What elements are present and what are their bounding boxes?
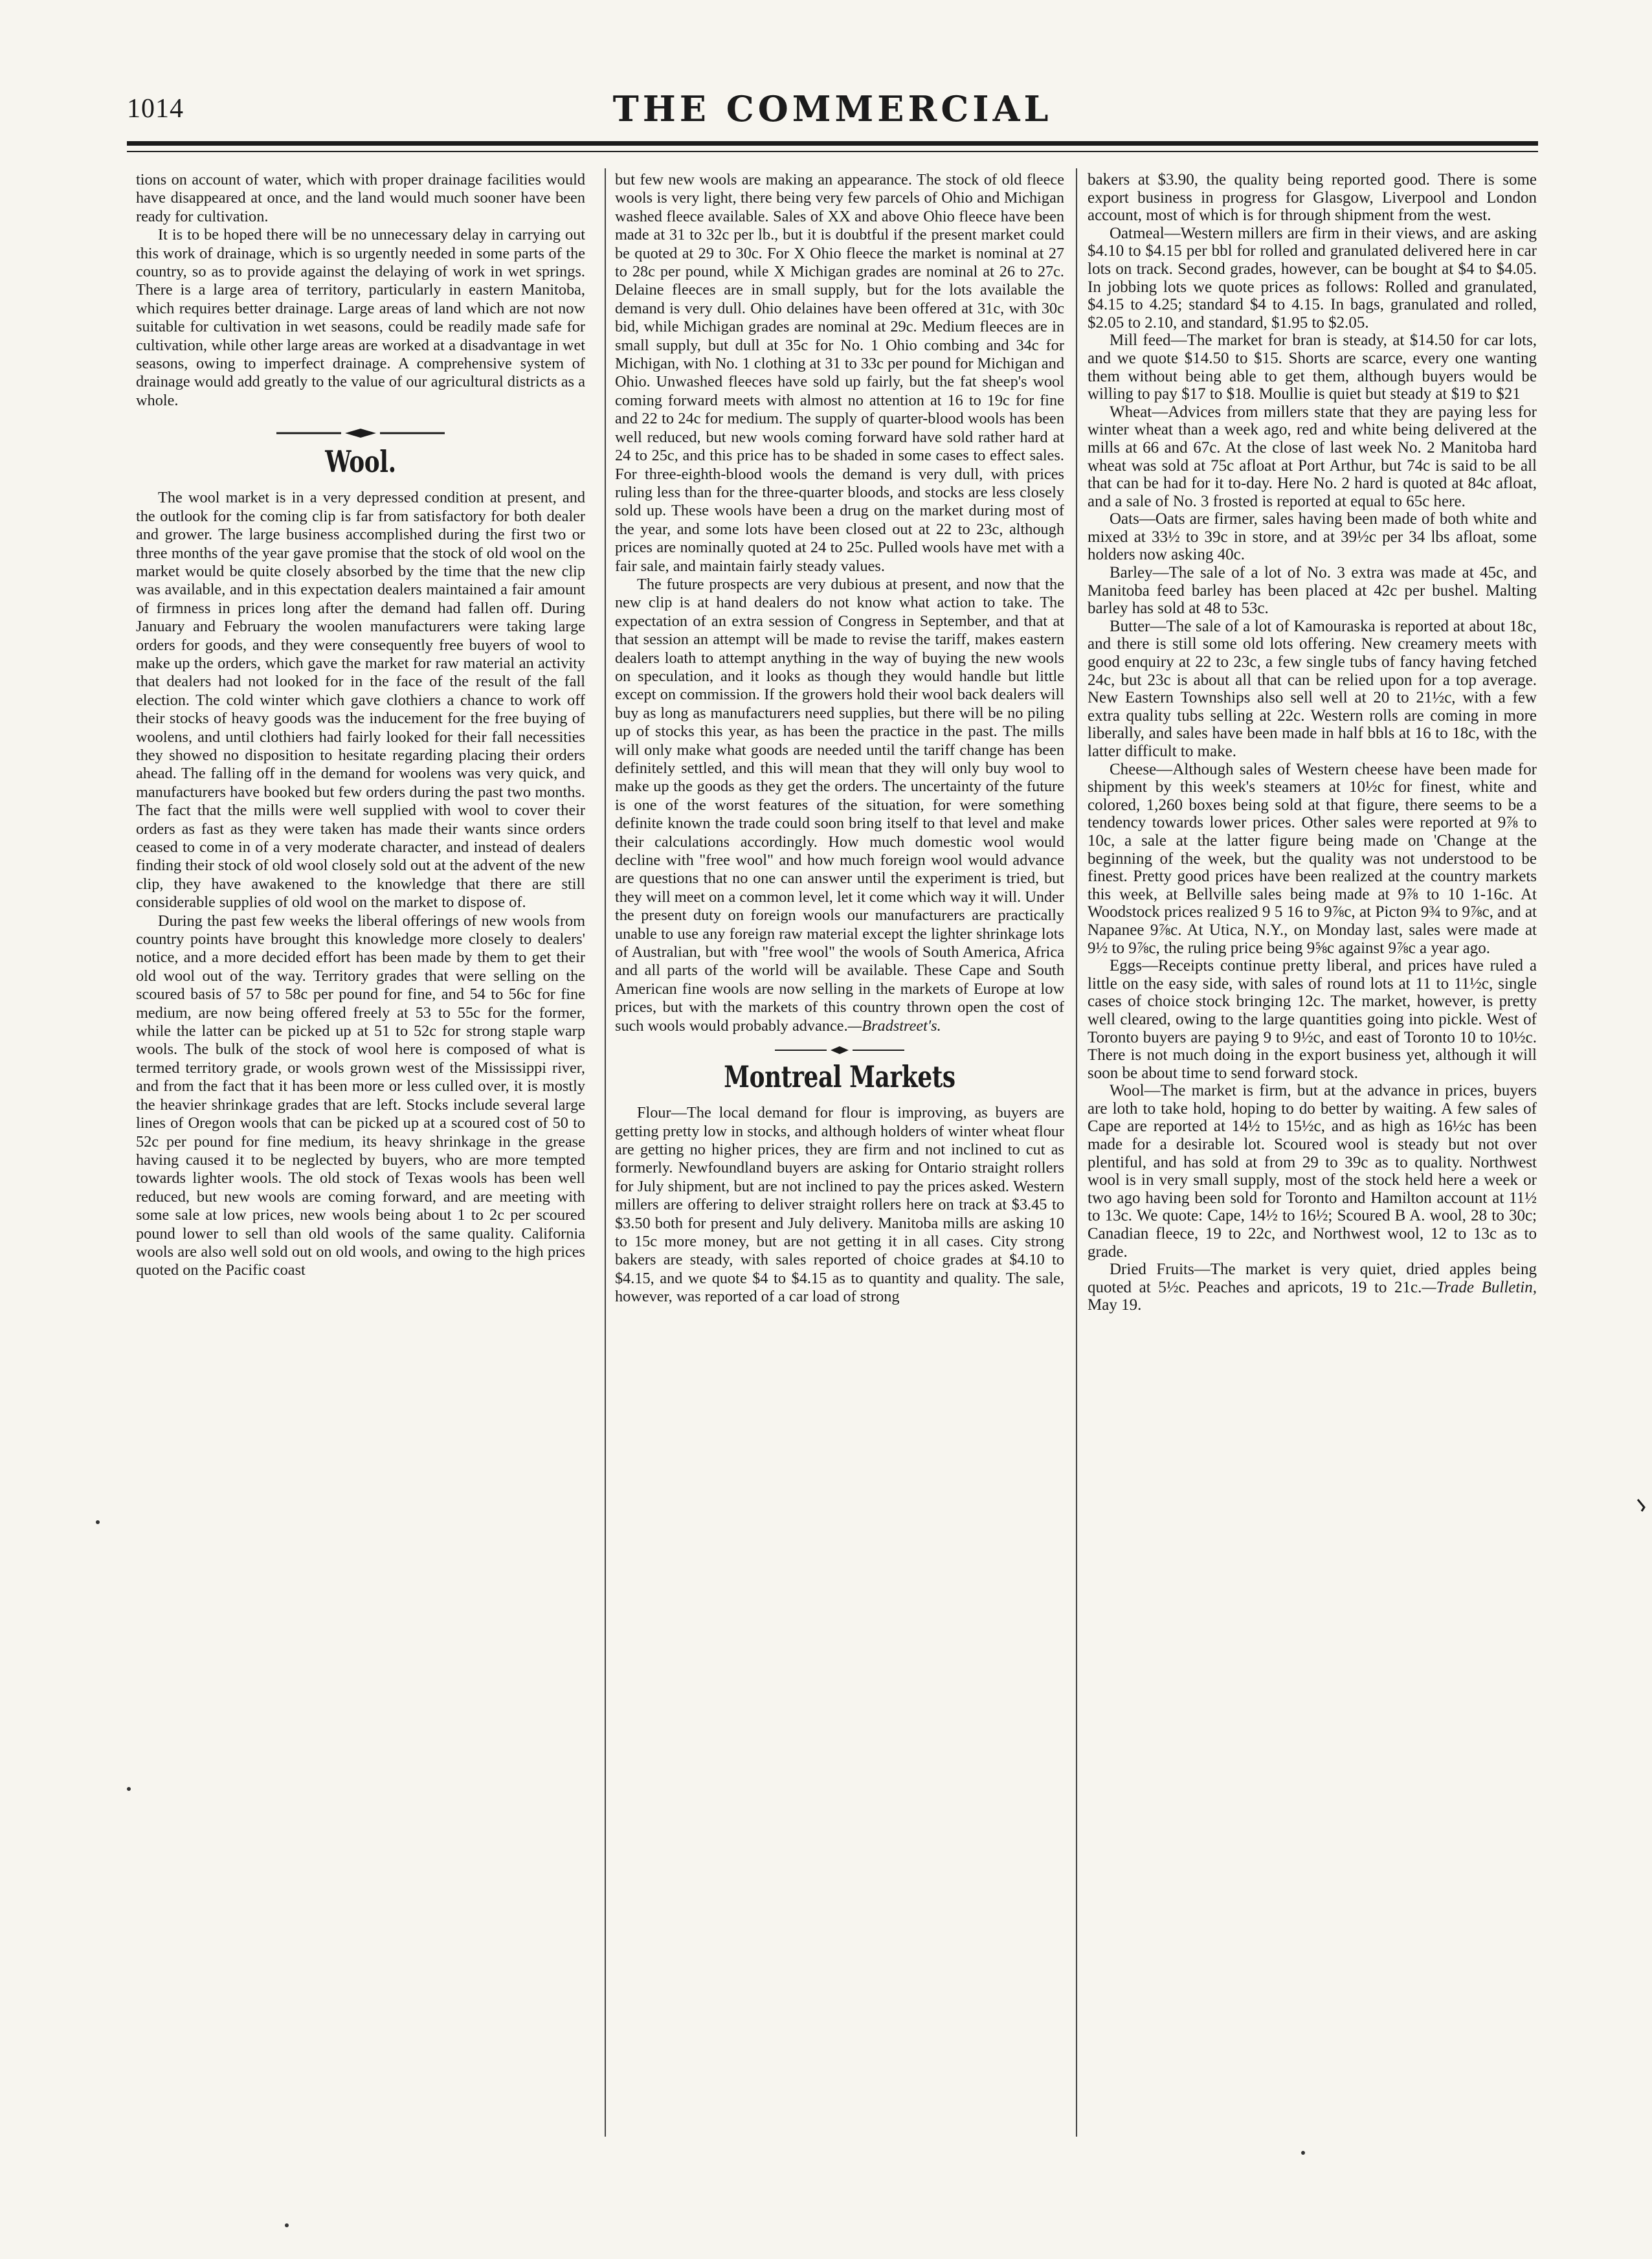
column-divider-1 <box>605 168 606 2137</box>
source-credit: —Trade Bulletin, <box>1422 1278 1537 1296</box>
source-date: May 19. <box>1088 1296 1142 1314</box>
paragraph-future-prospects <box>615 576 1064 1035</box>
paragraph-dried-fruits <box>1088 1261 1537 1314</box>
margin-pencil-mark-icon <box>1636 1498 1646 1512</box>
paragraph-oatmeal: Oatmeal—Western millers are firm in their views, and are asking $4.10 to $4.15 per bbl for rolled and granulated delivered here in car lots on track. Second grades, however, can be bought at $4 to $4.05. In jobbing lots we quote prices as follows: Rolled and granulated, $4.15 to 4.25; standard $4 to 4.15. In bags, granulated and rolled, $2.05 to 2.10, and standard, $1.95 to $2.05. <box>1088 224 1537 332</box>
paragraph-wheat: Wheat—Advices from millers state that they are paying less for winter wheat than a week ago, red and white being delivered at the mills at 66 and 67c. At the close of last week No. 2 Manitoba hard wheat was sold at 75c afloat at Port Arthur, but 74c is said to be all that can be had for it to-day. Here No. 2 hard is quoted at 84c afloat, and a sale of No. 3 frosted is reported at equal to 65c here. <box>1088 403 1537 510</box>
column-divider-2 <box>1076 168 1077 2137</box>
paragraph-bakers-cont: bakers at $3.90, the quality being reported good. There is some export business in progress for Glasgow, Liverpool and London account, most of which is for through shipment from the west. <box>1088 171 1537 225</box>
source-credit: —Bradstreet's. <box>847 1017 941 1035</box>
paragraph-eggs: Eggs—Receipts continue pretty liberal, and prices have ruled a little on the easy side, with sales of round lots at 11 to 11½c, single cases of choice stock bringing 12c. The market, however, is pretty well cleared, owing to the large quantities going into pickle. West of Toronto buyers are paying 9 to 9½c, and east of Toronto 10 to 10½c. There is not much doing in the export business yet, although it will soon be about time to send forward stock. <box>1088 957 1537 1082</box>
scan-speck <box>1301 2151 1305 2155</box>
paragraph-fleece-wools: but few new wools are making an appearance. The stock of old fleece wools is very light, there being very few parcels of Ohio and Michigan washed fleece available. Sales of XX and above Ohio fleece have been made at 31 to 32c per lb., but it is doubtful if the present market could be quoted at 29 to 30c. For X Ohio fleece the market is nominal at 27 to 28c per pound, while X Michigan grades are nominal at 26 to 27c. Delaine fleeces are in small supply, but for the lots available the demand is very dull. Ohio delaines have been offered at 31c, with 30c bid, while Michigan grades are nominal at 29c. Medium fleeces are in small supply, but dull at 35c for No. 1 Ohio combing and 34c for Michigan, with No. 1 clothing at 31 to 33c per pound for Michigan and Ohio. Unwashed fleeces have sold up fairly, but the fat sheep's wool coming forward meets with almost no attention at 16 to 19c for fine and 22 to 24c for medium. The supply of quarter-blood wools has been well reduced, but new wools coming forward have sold rather hard at 24 to 25c, and this price has to be shaded in some cases to effect sales. For three-eighth-blood wools the demand is very dull, with prices ruling less than for the three-quarter bloods, and stocks are less closely sold up. These wools have been a drug on the market during most of the year, and some lots have been closed out at 22 to 23c, although prices are nominally quoted at 24 to 25c. Pulled wools have met with a fair sale, and maintain fairly steady values. <box>615 171 1064 575</box>
scan-speck <box>285 2223 289 2227</box>
column-1 <box>136 171 585 1280</box>
paragraph-drainage: It is to be hoped there will be no unnecessary delay in carrying out this work of drainage, which is so urgently needed in some parts of the country, so as to provide against the delaying of work in wet springs. There is a large area of territory, particularly in eastern Manitoba, which requires better drainage. Large areas of land which are not now suitable for cultivation in wet seasons, could be readily made safe for cultivation, while other large areas are worked at a disadvantage in wet seasons, owing to imperfect drainage. A comprehensive system of drainage would add greatly to the value of our agricultural districts as a whole. <box>136 226 585 409</box>
paragraph-oats: Oats—Oats are firmer, sales having been made of both white and mixed at 33½ to 39c in store, and at 39½c per 34 lbs afloat, some holders now asking 40c. <box>1088 510 1537 564</box>
paragraph-flour: Flour—The local demand for flour is improving, as buyers are getting pretty low in stocks, and although holders of winter wheat flour are getting no higher prices, they are firm and not inclined to cut as formerly. Newfoundland buyers are asking for Ontario straight rollers for July shipment, but are not inclined to pay the prices asked. Western millers are offering to deliver straight rollers here on track at $3.45 to $3.50 both for present and July delivery. Manitoba mills are asking 10 to 15c more money, but are not getting it in all cases. City strong bakers are steady, with sales reported of choice grades at $4.10 to $4.15, and we quote $4 to $4.15 as to quantity and quality. The sale, however, was reported of a car load of strong <box>615 1104 1064 1306</box>
scan-speck <box>127 1787 131 1791</box>
header-rule-thick <box>127 141 1538 146</box>
paragraph-barley: Barley—The sale of a lot of No. 3 extra was made at 45c, and Manitoba feed barley has been placed at 42c per bushel. Malting barley has sold at 48 to 53c. <box>1088 564 1537 618</box>
masthead-title: THE COMMERCIAL <box>612 88 1053 129</box>
scan-speck <box>96 1520 100 1524</box>
section-ornament-icon <box>775 1044 904 1056</box>
paragraph-butter: Butter—The sale of a lot of Kamouraska is reported at about 18c, and there is still some old lots offering. New creamery meets with good enquiry at 22 to 23c, a few single tubs of fancy having fetched 24c, but 23c is about all that can be relied upon for a top average. New Eastern Townships also sell well at 20 to 21½c, with a few extra quality tubs selling at 22c. Western rolls are coming in more liberally, and sales have been made in half bbls at 16 to 18c, with the latter difficult to make. <box>1088 617 1537 760</box>
paragraph-mill-feed: Mill feed—The market for bran is steady, at $14.50 for car lots, and we quote $14.50 to $15. Shorts are scarce, every one wanting them without being able to get them, although buyers would be willing to pay $17 to $18. Moullie is quiet but steady at $19 to $21 <box>1088 332 1537 403</box>
page-header <box>127 88 1538 133</box>
paragraph-cheese: Cheese—Although sales of Western cheese have been made for shipment by this week's steamers at 10½c for finest, white and colored, 1,260 boxes being sold at that figure, there seems to be a tendency towards lower prices. Other sales were reported at 9⅞ to 10c, a sale at the latter figure being made on 'Change at the beginning of the week, but the quality was not understood to be finest. Pretty good prices have been realized at the country markets this week, at Bellville sales being made at 9⅞ to 10 1-16c. At Woodstock prices realized 9 5 16 to 9⅞c, at Picton 9¾ to 9⅞c, and at Napanee 9⅞c. At Utica, N.Y., on Monday last, sales were made at 9½ to 9⅞c, the ruling price being 9⅝c against 9⅞c a year ago. <box>1088 760 1537 957</box>
paragraph-wool-offerings: During the past few weeks the liberal offerings of new wools from country points have brought this knowledge more closely to dealers' notice, and a more decided effort has been made by them to get their old wool out of the way. Territory grades that were selling on the scoured basis of 57 to 58c per pound for fine, and 54 to 56c for fine medium, are now being offered freely at 53 to 55c for the former, while the latter can be picked up at 51 to 52c for strong staple warp wools. The bulk of the stock of wool here is composed of what is termed territory grade, or wools grown west of the Mississippi river, and from the fact that it has been more or less culled over, it is mostly the heavier shrinkage grades that are left. Stocks include several large lines of Oregon wools that can be picked up at a scoured cost of 50 to 52c per pound for fine medium, its heavy shrinkage in the grease having caused it to be neglected by buyers, who are more tempted towards lighter wools. The old stock of Texas wools has been well reduced, but new wools are coming forward, and are meeting with some sale at low prices, new wools being about 1 to 2c per scoured pound lower to sell than old wools of the same quality. California wools are also well sold out on old wools, and owing to the high prices quoted on the Pacific coast <box>136 912 585 1279</box>
paragraph-drainage-cont: tions on account of water, which with proper drainage facilities would have disappeared at once, and the land would much sooner have been ready for cultivation. <box>136 171 585 225</box>
future-prospects-text: The future prospects are very dubious at present, and now that the new clip is at hand dealers do not know what action to take. The expectation of an extra session of Congress in September, and that at that session an attempt will be made to revise the tariff, makes eastern dealers loath to attempt anything in the way of buying the new wools on speculation, and it looks as though they would handle but little except on commission. If the growers hold their wool back dealers will buy as long as manufacturers need supplies, but there will be no piling up of stocks this year, as has been the practice in the past. The mills will only make what goods are needed until the tariff change has been definitely settled, and this will mean that they will only buy wool to make up the goods as they get the orders. The uncertainty of the future is one of the worst features of the situation, for were something definite known the trade could soon bring itself to that level and make their calculations accordingly. How much domestic wool would decline with "free wool" and how much foreign wool would advance are questions that no one can answer until the experiment is tried, but they will meet on a common level, let it come which way it will. Under the present duty on foreign wools our manufacturers are practically unable to use any foreign raw material except the lighter shrinkage lots of Australian, but with "free wool" the wools of South America, Africa and all parts of the world will be available. These Cape and South American fine wools are now selling in the markets of Europe at low prices, but with the markets of this country thrown open the cost of such wools would probably advance. <box>615 575 1064 1035</box>
dried-fruits-text: Dried Fruits—The market is very quiet, dried apples being quoted at 5½c. Peaches and apricots, 19 to 21c. <box>1088 1261 1537 1296</box>
page-number: 1014 <box>127 94 184 124</box>
section-ornament-icon <box>276 427 445 440</box>
paragraph-wool-montreal: Wool—The market is firm, but at the advance in prices, buyers are loth to take hold, hoping to do better by waiting. A few sales of Cape are reported at 14½ to 15½c, and as high as 16½c has been made for a desirable lot. Scoured wool is steady but not over plentiful, and has sold at from 29 to 39c as to quality. Northwest wool is in very small supply, most of the stock held here a week or two ago having been sold for Toronto and Hamilton account at 11½ to 13c. We quote: Cape, 14½ to 16½; Scoured B A. wool, 28 to 30c; Canadian fleece, 19 to 22c, and Northwest wool, 12 to 13c as to grade. <box>1088 1082 1537 1261</box>
heading-wool: Wool. <box>325 444 396 480</box>
column-2 <box>615 171 1064 1307</box>
paragraph-wool-market: The wool market is in a very depressed condition at present, and the outlook for the coming clip is far from satisfactory for both dealer and grower. The large business accomplished during the first two or three months of the year gave promise that the stock of old wool on the market would be quite closely absorbed by the time that the new clip was available, and in this expectation dealers maintained a fair amount of firmness in prices long after the demand had fallen off. During January and February the woolen manufacturers were taking large orders for goods, and they were consequently free buyers of wool to make up the orders, which gave the market for raw material an activity that dealers had not looked for in the face of the result of the fall election. The cold winter which gave clothiers a chance to work off their stocks of heavy goods was the inducement for the free buying of woolens, and until clothiers had fairly looked for their fall necessities they showed no disposition to hesitate regarding placing their orders ahead. The falling off in the demand for woolens was very quick, and manufacturers have booked but few orders during the past two months. The fact that the mills were well supplied with wool to cover their orders as fast as they were taken has made their wants since orders ceased to come in of a very moderate character, and instead of dealers finding their stock of old wool closely sold out at the advent of the new clip, they have awakened to the knowledge that there are still considerable supplies of old wool on the market to dispose of. <box>136 489 585 912</box>
heading-montreal-markets: Montreal Markets <box>724 1059 955 1095</box>
header-rule-thin <box>127 151 1538 152</box>
column-3 <box>1088 171 1537 1314</box>
